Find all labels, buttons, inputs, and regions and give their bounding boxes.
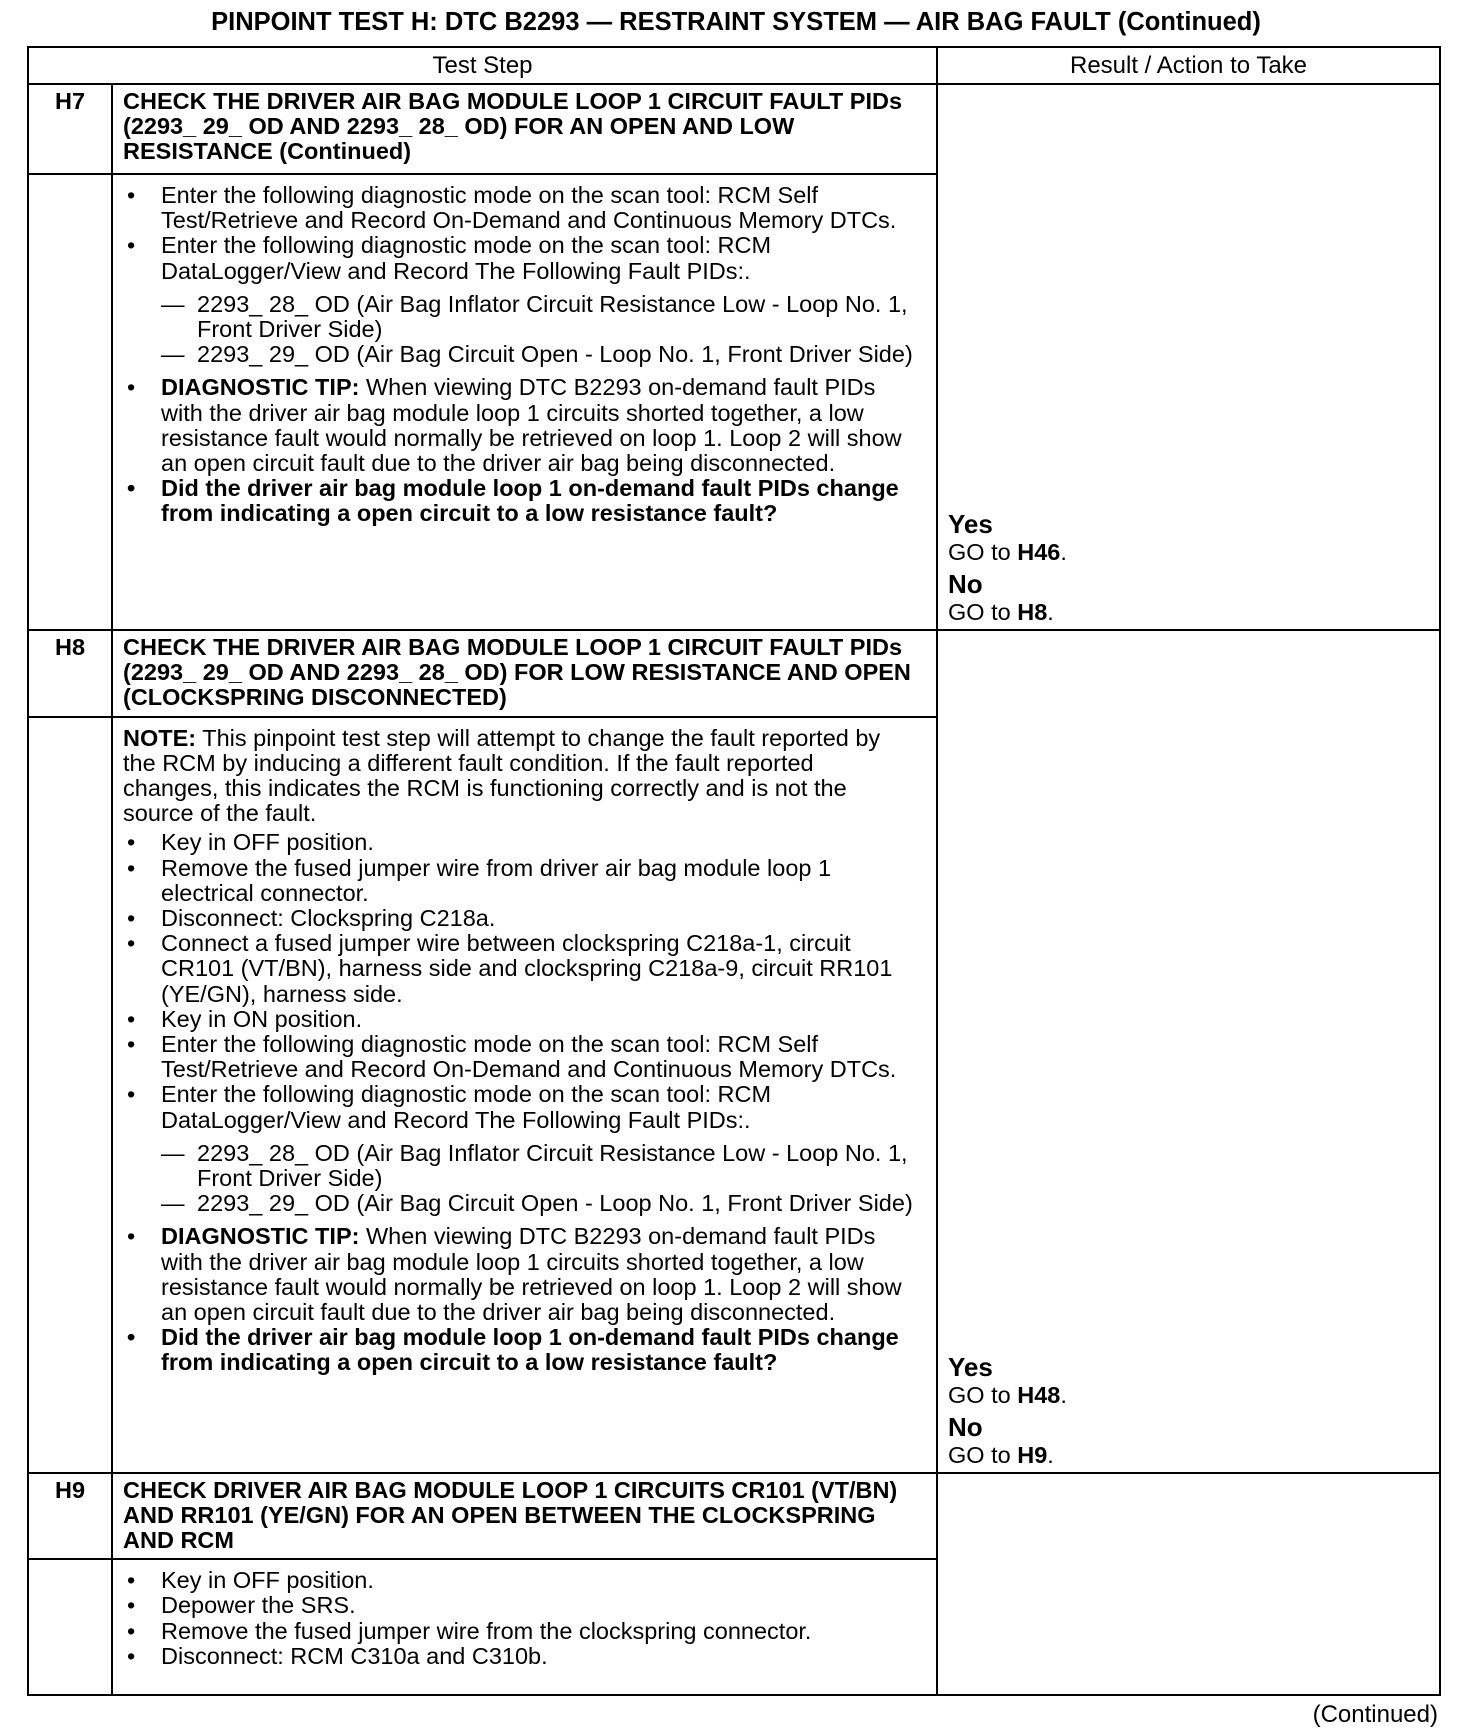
result-cell-h7: [937, 84, 1440, 630]
list-item: • Connect a fused jumper wire between clockspring C218a-1, circuit CR101 (VT/BN), harness side and clockspring C218a-9, circuit RR101 (YE/GN), harness side.: [123, 931, 914, 1007]
list-item: • Depower the SRS.: [123, 1593, 914, 1618]
id-spacer: [28, 717, 112, 1473]
list-item: • Enter the following diagnostic mode on the scan tool: RCM Self Test/Retrieve and Record On-Demand and Continuous Memory DTCs.: [123, 1032, 914, 1082]
step-name-h7: CHECK THE DRIVER AIR BAG MODULE LOOP 1 CIRCUIT FAULT PIDs (2293_ 29_ OD AND 2293_ 28_ OD) FOR AN OPEN AND LOW RESISTANCE (Continued): [112, 84, 937, 174]
result-yes-action: GO to H48.: [948, 1381, 1067, 1408]
step-id-h9: H9: [28, 1473, 112, 1560]
result-yes-action: GO to H46.: [948, 539, 1067, 565]
step-id-h8: H8: [28, 630, 112, 717]
fault-pid-item: — 2293_ 28_ OD (Air Bag Inflator Circuit Resistance Low - Loop No. 1, Front Driver Side): [161, 290, 908, 343]
list-item: • Enter the following diagnostic mode on the scan tool: RCM DataLogger/View and Record The Following Fault PIDs:.: [123, 1082, 914, 1132]
step-title-row-h9: [28, 1473, 1440, 1560]
result-no-action: GO to H9.: [948, 1441, 1054, 1468]
step-body-h7: [112, 174, 937, 630]
list-item: • Remove the fused jumper wire from the clockspring connector.: [123, 1619, 914, 1644]
result-cell-h9: [937, 1473, 1440, 1696]
id-spacer: [28, 1559, 112, 1695]
header-result: Result / Action to Take: [937, 47, 1440, 84]
step-title-row-h7: [28, 84, 1440, 174]
list-item: • Enter the following diagnostic mode on the scan tool: RCM DataLogger/View and Record The Following Fault PIDs:.: [123, 233, 914, 283]
step-name-h9: CHECK DRIVER AIR BAG MODULE LOOP 1 CIRCUITS CR101 (VT/BN) AND RR101 (YE/GN) FOR AN OPEN BETWEEN THE CLOCKSPRING AND RCM: [112, 1473, 937, 1560]
fault-pid-item: — 2293_ 29_ OD (Air Bag Circuit Open - Loop No. 1, Front Driver Side): [161, 1190, 913, 1217]
step-body-h8: [112, 717, 937, 1473]
step-title-row-h8: [28, 630, 1440, 717]
list-item: • Key in OFF position.: [123, 1568, 914, 1593]
list-item: • Remove the fused jumper wire from driver air bag module loop 1 electrical connector.: [123, 856, 914, 906]
list-item: • Key in OFF position.: [123, 830, 914, 855]
list-item: • Disconnect: Clockspring C218a.: [123, 906, 914, 931]
id-spacer: [28, 174, 112, 630]
header-test-step: Test Step: [28, 47, 937, 84]
result-no-action: GO to H8.: [948, 599, 1054, 625]
diagnostic-tip: • DIAGNOSTIC TIP: When viewing DTC B2293 on-demand fault PIDs with the driver air bag module loop 1 circuits shorted together, a low resistance fault would normally be retrieved on loop 1. Loop 2 will show an open circuit fault due to the driver air bag being disconnected.: [123, 375, 914, 476]
fault-pid-item: — 2293_ 28_ OD (Air Bag Inflator Circuit Resistance Low - Loop No. 1, Front Driver Side): [161, 1139, 908, 1192]
result-no-label: No: [948, 569, 983, 599]
step-body-h9: [112, 1559, 937, 1695]
step-name-h8: CHECK THE DRIVER AIR BAG MODULE LOOP 1 CIRCUIT FAULT PIDs (2293_ 29_ OD AND 2293_ 28_ OD) FOR LOW RESISTANCE AND OPEN (CLOCKSPRING DISCONNECTED): [112, 630, 937, 717]
step-question: • Did the driver air bag module loop 1 on-demand fault PIDs change from indicating a open circuit to a low resistance fault?: [123, 1325, 914, 1375]
result-no-label: No: [948, 1411, 983, 1442]
diagnostic-tip: • DIAGNOSTIC TIP: When viewing DTC B2293 on-demand fault PIDs with the driver air bag module loop 1 circuits shorted together, a low resistance fault would normally be retrieved on loop 1. Loop 2 will show an open circuit fault due to the driver air bag being disconnected.: [123, 1224, 914, 1325]
list-item: • Enter the following diagnostic mode on the scan tool: RCM Self Test/Retrieve and Record On-Demand and Continuous Memory DTCs.: [123, 183, 914, 233]
result-cell-h8: [937, 630, 1440, 1473]
page-title: PINPOINT TEST H: DTC B2293 — RESTRAINT SYSTEM — AIR BAG FAULT (Continued): [211, 8, 1261, 36]
list-item: • Disconnect: RCM C310a and C310b.: [123, 1644, 914, 1669]
pinpoint-test-table: [27, 46, 1441, 1696]
continued-footer: (Continued): [1312, 1701, 1438, 1728]
result-yes-label: Yes: [948, 509, 993, 539]
step-note: NOTE: This pinpoint test step will attempt to change the fault reported by the RCM by inducing a different fault condition. If the fault reported changes, this indicates the RCM is functioning correctly and is not the source of the fault.: [123, 724, 881, 827]
step-question: • Did the driver air bag module loop 1 on-demand fault PIDs change from indicating a open circuit to a low resistance fault?: [123, 476, 914, 526]
list-item: • Key in ON position.: [123, 1007, 914, 1032]
step-id-h7: H7: [28, 84, 112, 174]
table-header-row: [28, 47, 1440, 84]
result-yes-label: Yes: [948, 1351, 993, 1382]
fault-pid-item: — 2293_ 29_ OD (Air Bag Circuit Open - Loop No. 1, Front Driver Side): [161, 341, 913, 368]
